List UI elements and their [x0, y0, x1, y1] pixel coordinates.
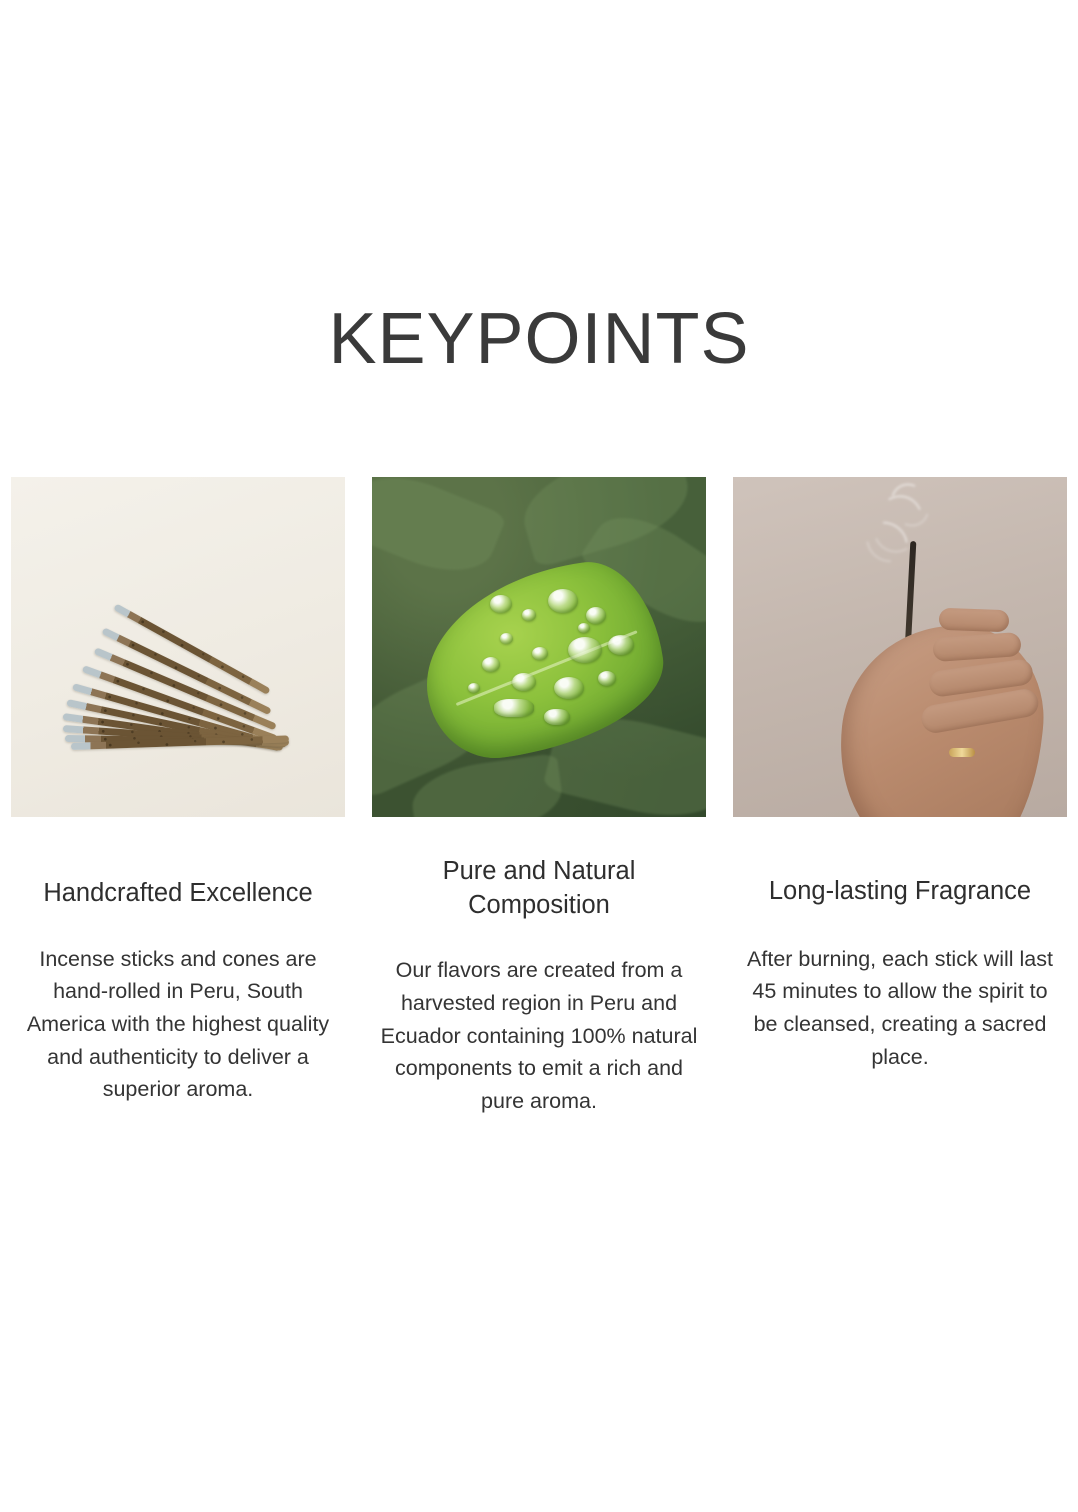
keypoint-card-3 [733, 477, 1067, 1073]
keypoint-title: Handcrafted Excellence [43, 879, 313, 907]
incense-sticks-photo [11, 477, 345, 817]
keypoint-body: Incense sticks and cones are hand-rolled in Peru, South America with the highest quality and authenticity to deliver a superior aroma. [26, 946, 330, 1102]
ring-icon [949, 748, 975, 757]
keypoint-title: Long-lasting Fragrance [768, 877, 1032, 905]
keypoint-body: Our flavors are created from a harvested region in Peru and Ecuador containing 100% natural components to emit a rich and pure aroma. [380, 958, 698, 1113]
hand-holding-incense-photo [733, 477, 1067, 817]
keypoint-card-1 [11, 477, 345, 1106]
green-leaf-photo [372, 477, 706, 817]
keypoint-body: After burning, each stick will last 45 minutes to allow the spirit to be cleansed, creating a sacred place. [747, 946, 1053, 1069]
keypoint-title: Pure and Natural Composition [442, 857, 636, 919]
keypoint-card-2 [372, 477, 706, 1118]
keypoints-columns [11, 477, 1067, 1118]
page-title: KEYPOINTS [328, 299, 750, 380]
